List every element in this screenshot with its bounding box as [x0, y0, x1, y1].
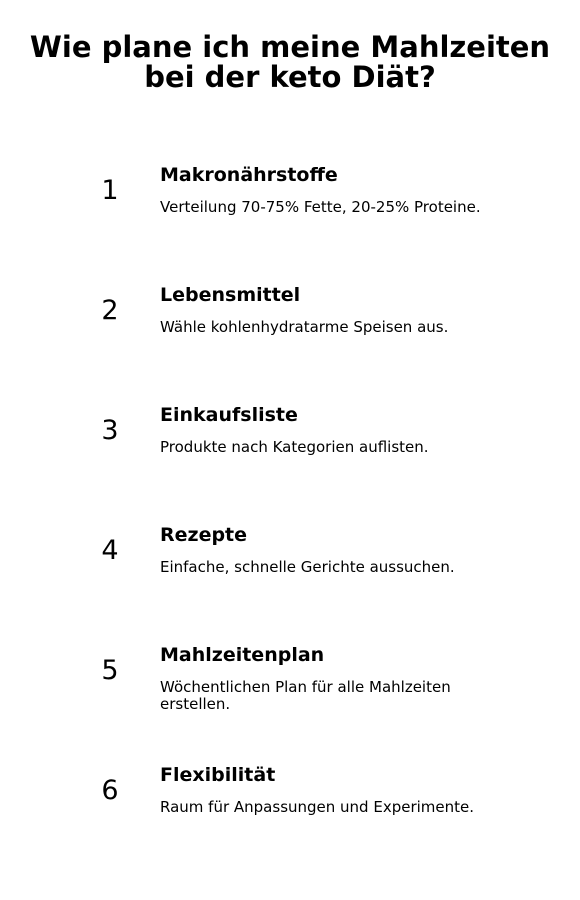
step-description: Einfache, schnelle Gerichte aussuchen. [160, 558, 455, 576]
step-number: 2 [101, 295, 119, 326]
step-number: 6 [101, 775, 119, 806]
step-description: Wähle kohlenhydratarme Speisen aus. [160, 318, 449, 336]
step-description: Wöchentlichen Plan für alle Mahlzeiten erstellen. [160, 678, 451, 713]
step-5 [0, 644, 580, 744]
step-number: 5 [101, 655, 119, 686]
step-heading: Flexibilität [160, 764, 276, 786]
step-4 [0, 524, 580, 624]
step-description: Produkte nach Kategorien auflisten. [160, 438, 429, 456]
step-heading: Rezepte [160, 524, 248, 546]
step-heading: Einkaufsliste [160, 404, 298, 426]
step-1 [0, 164, 580, 264]
step-heading: Makronährstoffe [160, 164, 338, 186]
step-number: 3 [101, 415, 119, 446]
step-heading: Mahlzeitenplan [160, 644, 325, 666]
step-6 [0, 764, 580, 864]
step-description: Verteilung 70-75% Fette, 20-25% Proteine. [160, 198, 481, 216]
page-title: Wie plane ich meine Mahlzeiten bei der keto Diät? [29, 30, 551, 94]
step-number: 4 [101, 535, 119, 566]
step-number: 1 [101, 175, 119, 206]
step-3 [0, 404, 580, 504]
step-description: Raum für Anpassungen und Experimente. [160, 798, 475, 816]
step-2 [0, 284, 580, 384]
step-heading: Lebensmittel [160, 284, 301, 306]
